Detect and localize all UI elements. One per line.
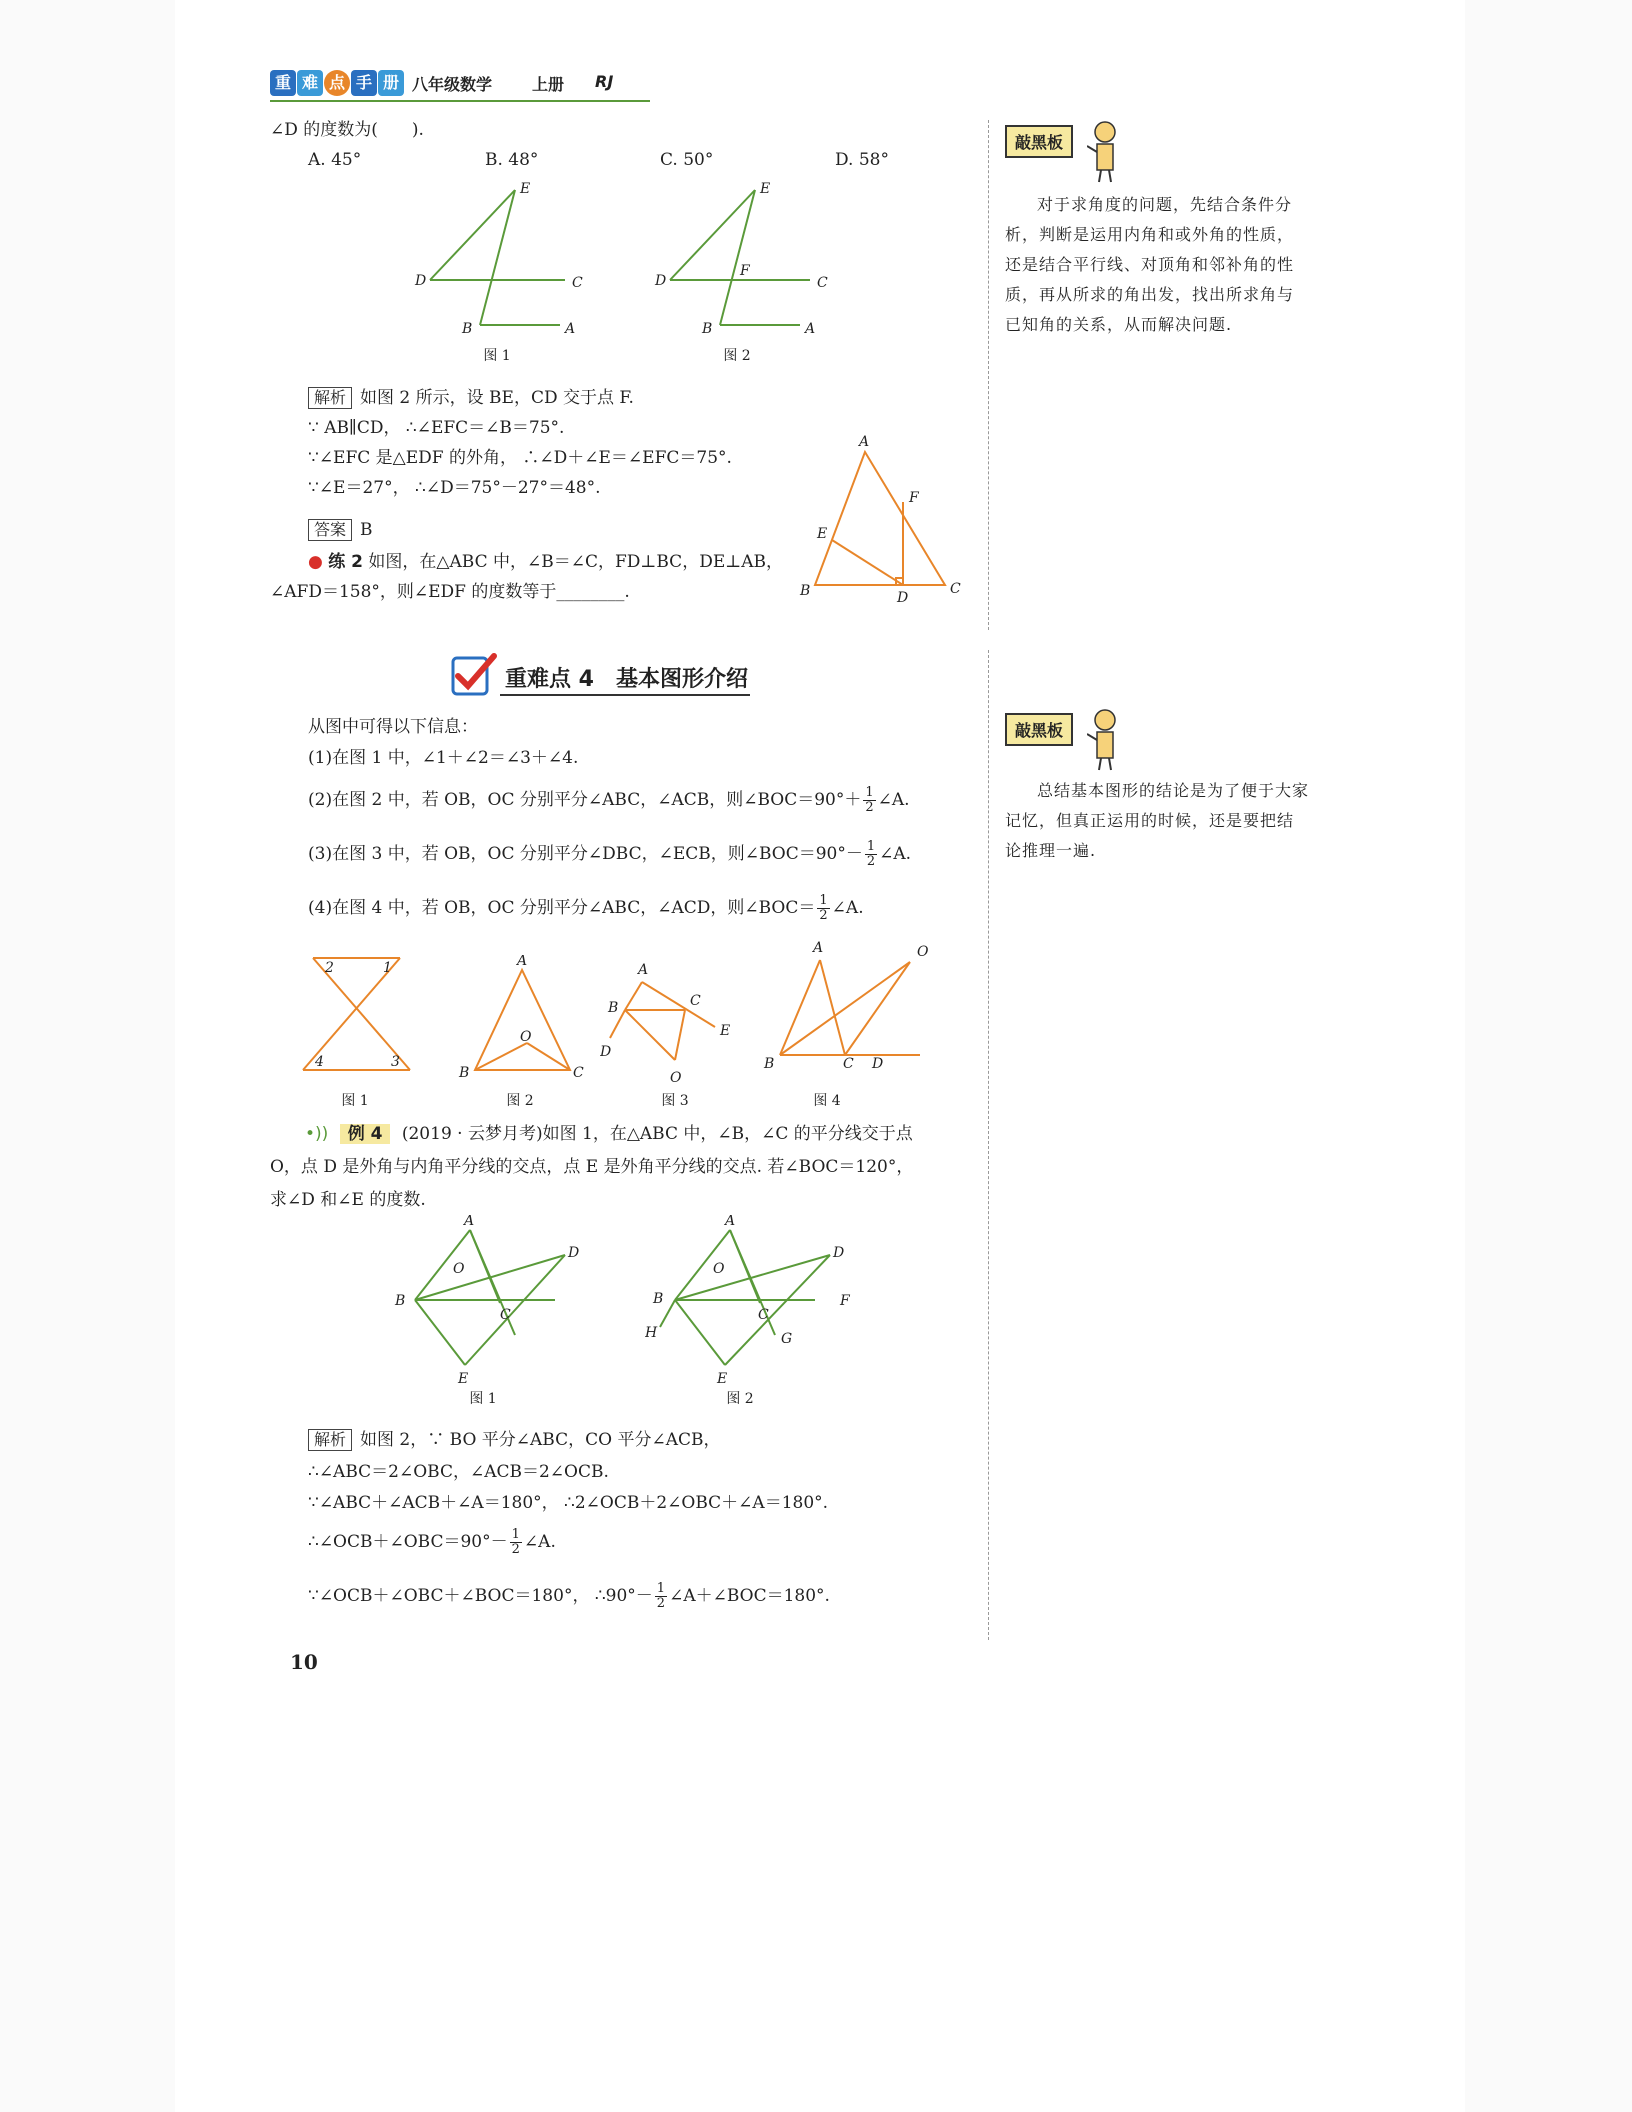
basic-figure-3-caption: 图 3 [661,1093,689,1109]
svg-text:D: D [872,1056,884,1072]
question-figure-1 [410,175,610,345]
fraction [510,1528,522,1557]
item-3-angle: ∠A. [879,844,912,864]
svg-text:H: H [645,1325,658,1341]
svg-text:E: E [720,1023,731,1039]
svg-text:G: G [781,1331,793,1347]
example-analysis-5 [308,1582,830,1611]
svg-text:O: O [520,1029,532,1045]
header [270,70,670,104]
practice-figure [795,430,965,605]
figure-1-caption: 图 1 [483,348,511,364]
svg-text:F: F [840,1293,850,1309]
item-4-text: (4)在图 4 中，若 OB，OC 分别平分∠ABC，∠ACD，则∠BOC＝ [308,898,816,918]
item-2-angle: ∠A. [877,790,910,810]
logo-char: 手 [351,70,377,96]
fraction-numerator: 1 [656,1581,666,1596]
logo-char: 点 [324,70,350,96]
fraction [817,894,829,923]
svg-text:D: D [415,273,427,289]
basic-figure-1 [295,948,415,1078]
analysis-text: 如图 2 所示，设 BE，CD 交于点 F. [360,388,634,408]
practice-line-2: ∠AFD＝158°，则∠EDF 的度数等于________. [270,582,630,602]
example-analysis-label: 解析 [308,1429,352,1451]
analysis-label: 解析 [308,387,352,409]
svg-text:B: B [462,321,473,337]
svg-text:D: D [655,273,667,289]
analysis-line-4: ∵∠E＝27°， ∴∠D＝75°－27°＝48°. [308,478,601,498]
svg-text:C: C [758,1307,769,1323]
practice-label: 练 2 [328,552,363,572]
svg-text:A: A [517,955,528,969]
fraction-numerator: 1 [866,839,876,854]
example-4-label: 例 4 [340,1124,391,1144]
section-item-3 [308,840,911,869]
svg-text:O: O [917,944,929,960]
sidebar-title-1: 敲黑板 [1005,125,1073,158]
example-4-line-2: O，点 D 是外角与内角平分线的交点，点 E 是外角平分线的交点. 若∠BOC＝120°， [270,1157,914,1177]
fraction [865,840,877,869]
svg-text:B: B [653,1291,664,1307]
svg-text:E: E [458,1371,469,1387]
svg-text:B: B [608,1000,619,1016]
svg-text:B: B [459,1065,470,1081]
logo-char: 重 [270,70,296,96]
svg-text:C: C [500,1307,511,1323]
svg-text:A: A [464,1215,475,1229]
basic-figure-3 [600,960,740,1085]
svg-text:A: A [638,962,649,978]
fraction-denominator: 2 [511,1542,520,1557]
svg-text:A: A [725,1215,736,1229]
sidebar-note-2: 总结基本图形的结论是为了便于大家记忆，但真正运用的时候，还是要把结论推理一遍. [1005,781,1310,860]
section-title: 重难点 4 基本图形介绍 [505,667,748,692]
logo-char: 册 [378,70,404,96]
svg-text:C: C [817,275,828,291]
basic-figure-2 [455,955,585,1085]
analysis-line-1 [308,386,634,410]
svg-text:D: D [600,1044,612,1060]
section-item-4 [308,894,864,923]
example-4-text: (2019 · 云梦月考)如图 1，在△ABC 中，∠B，∠C 的平分线交于点 [401,1124,913,1144]
section-item-1: (1)在图 1 中，∠1＋∠2＝∠3＋∠4. [308,748,579,768]
svg-text:1: 1 [383,960,392,976]
example-4-line-3: 求∠D 和∠E 的度数. [270,1190,426,1210]
svg-text:O: O [713,1261,725,1277]
fraction-numerator: 1 [819,893,828,908]
example-analysis-text: 如图 2，∵ BO 平分∠ABC，CO 平分∠ACB， [360,1430,721,1450]
pin-icon: ● [308,552,323,572]
svg-text:B: B [764,1056,775,1072]
basic-figure-2-caption: 图 2 [506,1093,534,1109]
a5-text: ∵∠OCB＋∠OBC＋∠BOC＝180°， ∴90°－ [308,1586,653,1606]
svg-text:B: B [800,583,811,599]
svg-text:A: A [813,940,824,956]
svg-text:E: E [717,1371,728,1387]
example-analysis-2: ∴∠ABC＝2∠OBC，∠ACB＝2∠OCB. [308,1462,609,1482]
fraction-denominator: 2 [819,908,828,923]
column-divider [988,650,989,1640]
header-book: 八年级数学 [412,75,493,94]
answer-value: B [360,520,373,540]
sidebar-title-2: 敲黑板 [1005,713,1073,746]
option-a: A. 45° [308,150,362,170]
svg-text:A: A [859,434,870,450]
svg-text:D: D [897,590,909,605]
section-item-2 [308,786,910,815]
section-title-underline [500,694,750,696]
svg-text:C: C [950,581,961,597]
basic-figure-4-caption: 图 4 [813,1093,841,1109]
section-intro: 从图中可得以下信息： [308,717,478,737]
svg-text:C: C [843,1056,854,1072]
logo-char: 难 [297,70,323,96]
fraction-numerator: 1 [865,785,874,800]
svg-text:E: E [760,181,771,197]
example-4-line-1 [305,1122,913,1146]
basic-figure-1-caption: 图 1 [341,1093,369,1109]
svg-text:4: 4 [315,1054,324,1070]
svg-text:F: F [909,490,919,506]
answer-label: 答案 [308,519,352,541]
check-icon [450,652,500,700]
option-d: D. 58° [835,150,889,170]
svg-text:C: C [690,993,701,1009]
fraction-denominator: 2 [656,1596,666,1611]
item-2-text: (2)在图 2 中，若 OB，OC 分别平分∠ABC，∠ACB，则∠BOC＝90°＋ [308,790,862,810]
header-underline [270,100,650,102]
svg-text:D: D [833,1245,845,1261]
svg-text:2: 2 [325,960,334,976]
svg-text:C: C [573,1065,584,1081]
header-logo [270,70,404,96]
a4-text: ∴∠OCB＋∠OBC＝90°－ [308,1532,508,1552]
example-figure-1-caption: 图 1 [469,1391,497,1407]
svg-text:B: B [395,1293,406,1309]
svg-text:B: B [702,321,713,337]
svg-text:E: E [817,526,828,542]
header-edition: RJ [595,72,614,91]
fraction [655,1582,667,1611]
example-figure-2-caption: 图 2 [726,1391,754,1407]
svg-text:C: C [572,275,583,291]
column-divider [988,120,989,630]
svg-text:A: A [565,321,576,337]
svg-text:A: A [805,321,816,337]
answer-line [308,518,373,542]
basic-figure-4 [760,940,945,1080]
fraction-denominator: 2 [866,854,876,869]
option-c: C. 50° [660,150,714,170]
page [175,0,1465,2112]
item-3-text: (3)在图 3 中，若 OB，OC 分别平分∠DBC，∠ECB，则∠BOC＝90°－ [308,844,863,864]
example-analysis-4 [308,1528,556,1557]
a4-angle: ∠A. [523,1532,556,1552]
practice-text: 如图，在△ABC 中，∠B＝∠C，FD⊥BC，DE⊥AB， [368,552,783,572]
question-figure-2 [650,175,850,345]
question-stem: ∠D 的度数为( ). [270,120,424,140]
teacher-icon [1087,706,1127,771]
example-analysis-1 [308,1428,721,1452]
option-b: B. 48° [485,150,539,170]
svg-text:E: E [520,181,531,197]
example-analysis-3: ∵∠ABC＋∠ACB＋∠A＝180°， ∴2∠OCB＋2∠OBC＋∠A＝180°. [308,1493,829,1513]
example-figure-1 [390,1215,590,1390]
svg-text:O: O [670,1070,682,1085]
teacher-icon [1087,118,1127,183]
fraction-denominator: 2 [865,800,874,815]
fraction-numerator: 1 [511,1527,520,1542]
figure-2-caption: 图 2 [723,348,751,364]
fraction [863,786,875,815]
svg-text:F: F [740,263,750,279]
example-figure-2 [645,1215,865,1390]
svg-text:O: O [453,1261,465,1277]
sound-icon: •)) [305,1124,329,1144]
header-volume: 上册 [532,75,565,94]
analysis-line-2: ∵ AB∥CD， ∴∠EFC＝∠B＝75°. [308,418,565,438]
svg-text:D: D [568,1245,580,1261]
analysis-line-3: ∵∠EFC 是△EDF 的外角， ∴∠D＋∠E＝∠EFC＝75°. [308,448,732,468]
page-number: 10 [290,1650,318,1674]
a5-angle: ∠A＋∠BOC＝180°. [669,1586,830,1606]
sidebar-note-1: 对于求角度的问题，先结合条件分析，判断是运用内角和或外角的性质，还是结合平行线、对顶角和邻补角的性质，再从所求的角出发，找出所求角与已知角的关系，从而解决问题. [1005,195,1295,334]
svg-text:3: 3 [391,1054,400,1070]
item-4-angle: ∠A. [831,898,864,918]
practice-line-1 [308,550,783,574]
